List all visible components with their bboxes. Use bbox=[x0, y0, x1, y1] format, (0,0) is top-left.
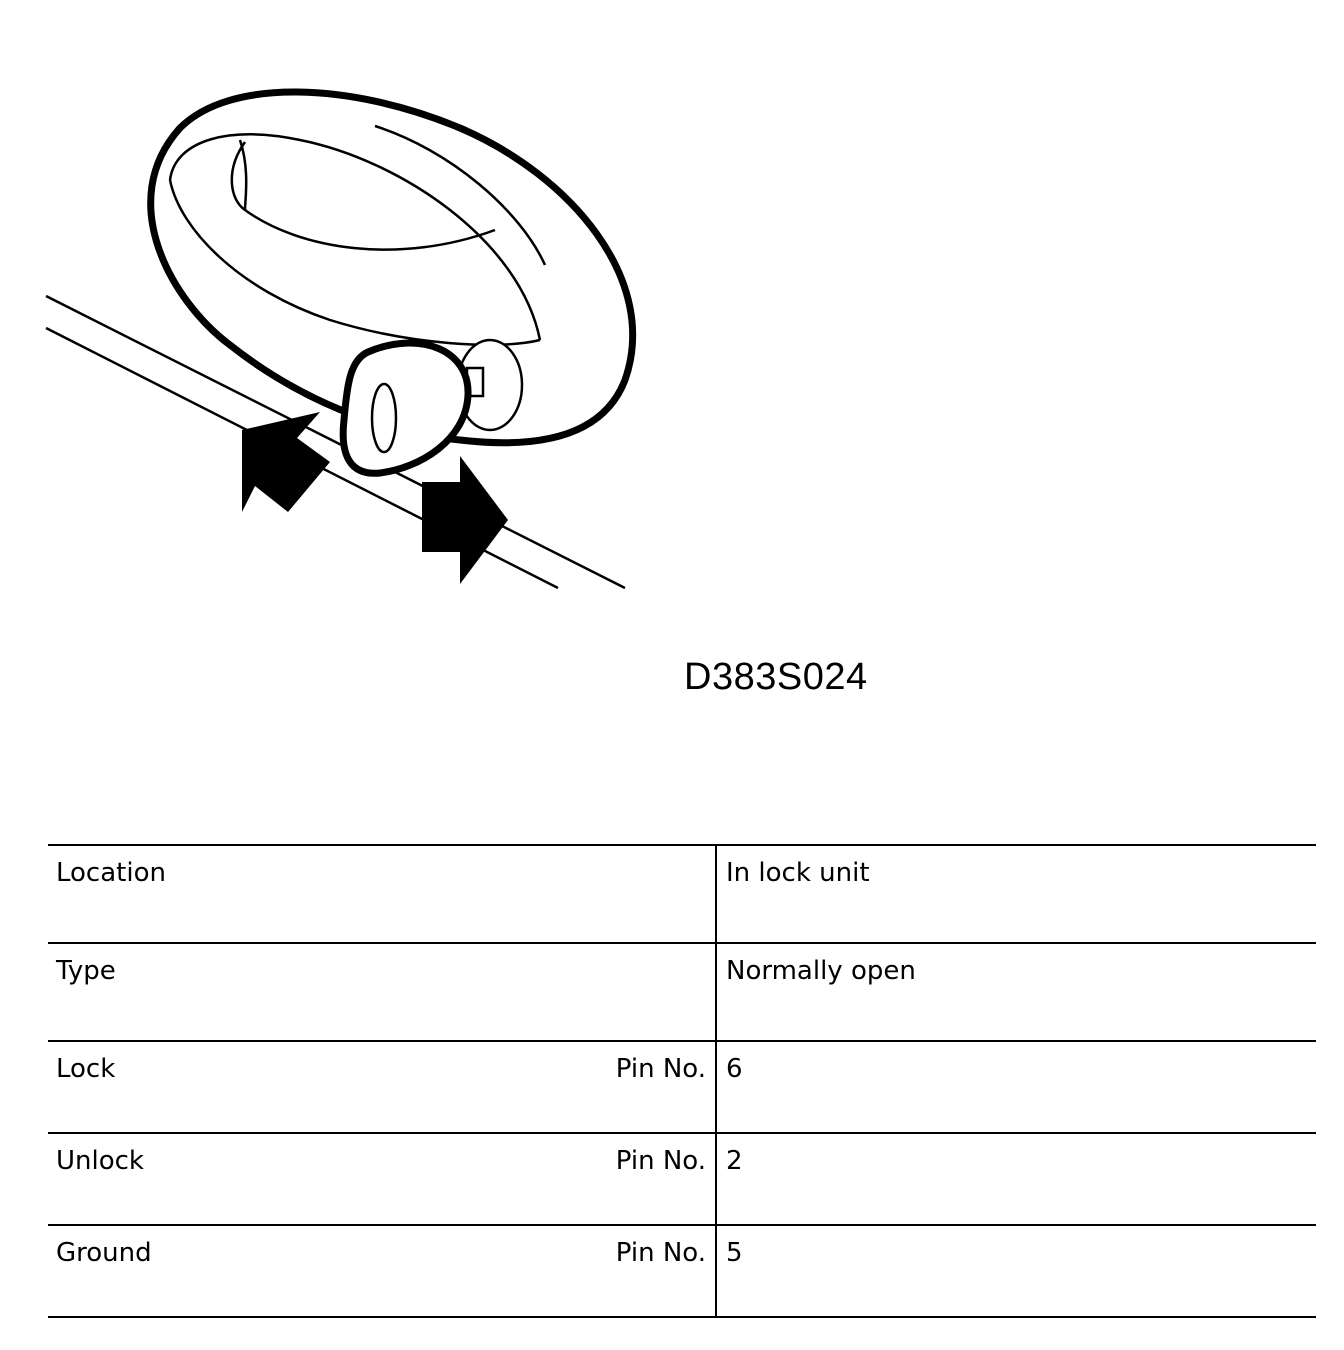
pin-label: Pin No. bbox=[615, 1146, 706, 1176]
row-value: 2 bbox=[716, 1133, 1316, 1225]
table-row bbox=[48, 1041, 1316, 1133]
row-value: 5 bbox=[716, 1225, 1316, 1317]
table-row bbox=[48, 1133, 1316, 1225]
row-label: Unlock bbox=[56, 1146, 144, 1176]
row-value: 6 bbox=[716, 1041, 1316, 1133]
table-row bbox=[48, 845, 1316, 943]
row-label: Ground bbox=[56, 1238, 152, 1268]
row-label: Lock bbox=[56, 1054, 116, 1084]
pin-label: Pin No. bbox=[615, 1054, 706, 1084]
table-row bbox=[48, 943, 1316, 1041]
row-value: Normally open bbox=[716, 943, 1316, 1041]
spec-table bbox=[48, 844, 1316, 1318]
figure-code: D383S024 bbox=[684, 656, 868, 698]
row-value: In lock unit bbox=[716, 845, 1316, 943]
row-label: Location bbox=[48, 845, 716, 943]
row-label: Type bbox=[48, 943, 716, 1041]
table-row bbox=[48, 1225, 1316, 1317]
pin-label: Pin No. bbox=[615, 1238, 706, 1268]
door-handle-key-lock-icon bbox=[0, 0, 700, 620]
key-head bbox=[343, 343, 468, 473]
